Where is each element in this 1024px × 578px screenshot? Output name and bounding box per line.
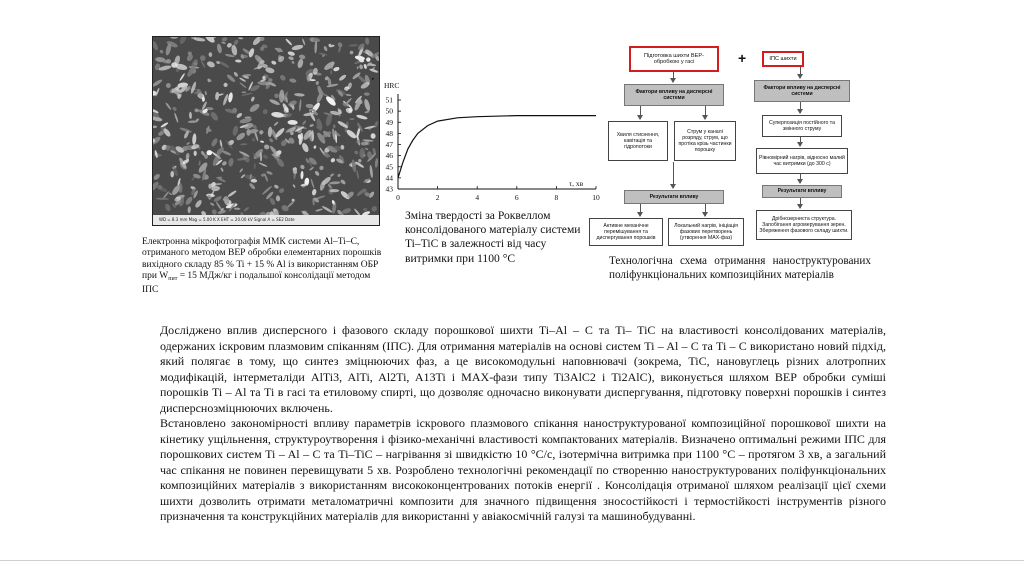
x-tick-label: 4 — [475, 193, 480, 202]
figure3-caption: Технологічна схема отримання наноструктурованих поліфункціональних композиційних матеріалів — [609, 255, 871, 282]
diagram-left-results: Результати впливу — [624, 190, 724, 204]
figure2-caption: Зміна твердості за Роквеллом консолідованого матеріалу системи Ti–TiC в залежності від часу витримки при 1100 °С — [405, 209, 581, 265]
diagram-left-result-2: Локальний нагрів, ініціація фазових перетворень (утворення МАХ-фаз) — [668, 218, 744, 246]
diagram-left-top: Підготовка шихти ВЕР-обробкою у гасі — [629, 46, 719, 72]
y-tick-label: 51 — [385, 95, 393, 105]
y-axis-label: HRC — [384, 81, 400, 90]
x-axis-label: τ, хв — [569, 179, 584, 188]
paragraph-1: Досліджено вплив дисперсного і фазового складу порошкової шихти Ti–Al – C та Ti– TiC на властивості консолідованих матеріалів, одержаних іскровим плазмовим спіканням (ІПС). Для отримання матеріалів на основі систем Ti – Al – C та Ti – C використано новий підхід, який полягає в тому, що синтез зміцнюючих фаз, а це високомодульні наповнювачі (зокрема, TiC, нановуглець різних алотропних модифікацій, інтерметаліди AlTi3, AlTi, Al2Ti, A13Ti і МАХ-фази типу Ti3AlC2 і Ti2AlC), виконується шляхом ВЕР обробки суміші порошків Ti – Al та Ti в гасі та етиловому спирті, що дозволяє одночасно виконувати диспергування, підготовку поверхні порошків і синтез дисперснозміцнюючих включень. — [160, 323, 886, 415]
plus-sign: + — [738, 50, 747, 66]
diagram-right-result-1: Дрібнозерниста структура. Запобігання агромерування зерен. Збереження фазового складу шихти. — [756, 210, 852, 240]
diagram-left-result-1: Активне механічне перемішування та диспергування порошків — [589, 218, 663, 246]
page-edge — [0, 560, 1024, 561]
body-text — [160, 323, 886, 525]
arrow — [705, 106, 706, 119]
y-tick-label: 49 — [385, 117, 393, 127]
arrow — [800, 174, 801, 183]
diagram-right-top: ІПС шихти — [762, 51, 804, 67]
fit-curve — [398, 116, 596, 178]
arrow — [673, 72, 674, 82]
y-tick-label: 48 — [385, 128, 393, 138]
arrow — [705, 204, 706, 216]
diagram-right-results: Результати впливу — [762, 185, 842, 198]
y-tick-label: 45 — [385, 162, 393, 172]
paragraph-2: Встановлено закономірності впливу параметрів іскрового плазмового спікання наноструктурованої композиційної порошкової шихти на кінетику ущільнення, структуроутворення і фізико-механічні властивості компактованих матеріалів. Визначено оптимальні режими ІПС для порошкових систем Ti – Al – C та Ti–TiC – нагрівання зі швидкістю 10 °С/с, ізотермічна витримка при 1100 °С – протягом 3 хв, а загальний час спікання не повинен перевищувати 5 хв. Розроблено технологічні рекомендації по створенню наноструктурованих поліфункціональних композиційних матеріалів з використанням висококонцентрованих потоків енергії . Консолідація отриманої шляхом реалізації цієї схеми шихти дозволить отримати металоматричні композити для значного підвищення зносостійкості і термостійкості інструментів різного призначення та конструкційних матеріалів для використанні у авіакосмічній галузі та машинобудуванні. — [160, 416, 886, 523]
x-tick-label: 6 — [514, 193, 519, 202]
micro-grain — [194, 151, 197, 156]
micrograph-info-bar: WD = 8.3 mm Mag = 5.00 K X EHT = 20.00 kV Signal A = SE2 Date — [153, 215, 379, 225]
diagram-right-factor-2: Рівномірний нагрів, відносно малий час витримки (до 300 с) — [756, 148, 848, 174]
x-tick-label: 0 — [396, 193, 400, 202]
sem-micrograph — [152, 36, 380, 226]
y-tick-label: 43 — [385, 184, 393, 194]
y-tick-label: 47 — [385, 140, 393, 149]
hardness-chart — [372, 78, 608, 208]
diagram-right-factor-1: Суперпозиція постійного та змінного струму — [762, 115, 842, 137]
diagram-left-factors: Фактори впливу на дисперсні системи — [624, 84, 724, 106]
arrow — [640, 106, 641, 119]
arrow — [800, 198, 801, 208]
y-tick-label: 46 — [385, 151, 393, 161]
figure1-caption: Електронна мікрофотографія ММК системи Al–Ti–C, отриманого методом ВЕР обробки елементарних порошків вихідного складу 85 % Ti + 15 % Al із використанням ОБР при $W_{пит} = 15$ МДж/кг і подальшої консолідації методом ІПС — [142, 237, 382, 296]
arrow — [640, 204, 641, 216]
diagram-left-factor-2: Струм у каналі розряду, струм, що протіка крізь частинки порошку — [674, 121, 736, 161]
x-tick-label: 2 — [435, 193, 440, 202]
diagram-right-factors: Фактори впливу на дисперсні системи — [754, 80, 850, 102]
diagram-left-factor-1: Хвиля стиснення, кавітація та гідропотоки — [608, 121, 668, 161]
data-point — [372, 78, 374, 80]
arrow — [800, 137, 801, 146]
y-tick-label: 44 — [385, 173, 393, 183]
x-tick-label: 10 — [592, 193, 600, 202]
y-tick-label: 50 — [385, 106, 393, 116]
arrow — [673, 162, 674, 188]
arrow — [800, 67, 801, 78]
arrow — [800, 102, 801, 113]
x-tick-label: 8 — [554, 193, 559, 202]
micrograph-texture — [153, 37, 379, 215]
